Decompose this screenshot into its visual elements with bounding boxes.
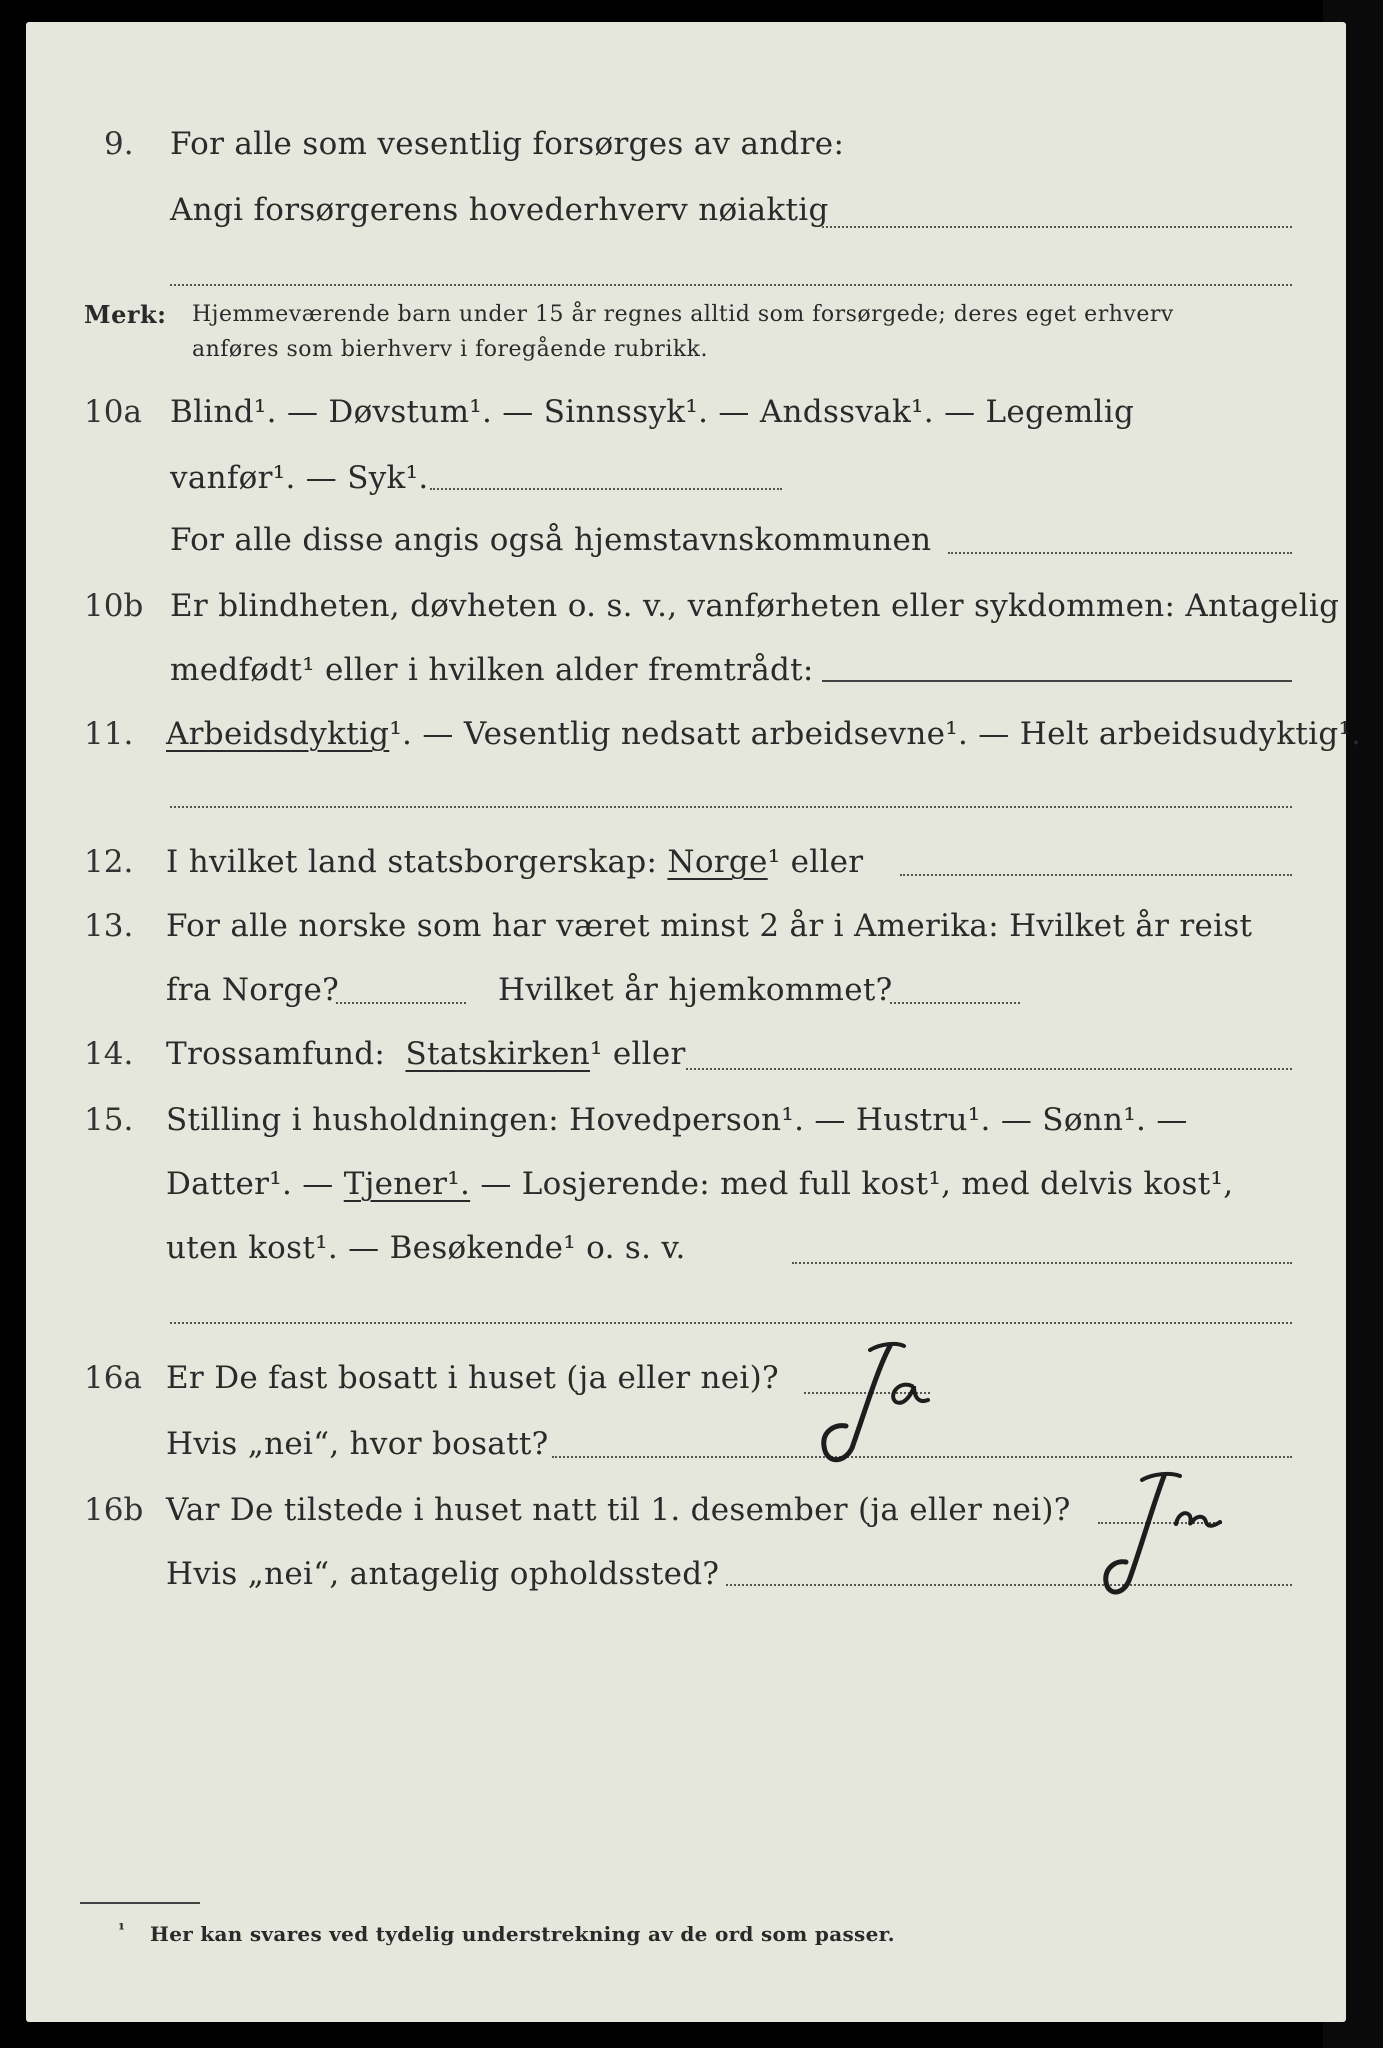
q13-line2b: Hvilket år hjemkommet? [498,972,893,1008]
q10a-number: 10a [84,394,142,430]
q14-answer-line [686,1068,1292,1070]
q16b-handwritten-answer [1070,1466,1230,1606]
merk-label: Merk: [84,300,167,329]
q13-hjemkommet-line [890,1002,1020,1004]
q10a-answer-line [430,488,782,490]
q12-selected-option: Norge [667,844,768,880]
q13-line2a: fra Norge? [166,972,340,1008]
q9-line2: Angi forsørgerens hovederhverv nøiaktig [170,192,829,228]
q11-rest: ¹. — Vesentlig nedsatt arbeidsevne¹. — Helt arbeidsudyktig¹. [389,716,1362,752]
q10a-line1: Blind¹. — Døvstum¹. — Sinnssyk¹. — Andssvak¹. — Legemlig [170,394,1135,430]
q15-answer-line [792,1262,1292,1264]
q12-post: ¹ eller [767,844,864,880]
q10b-line1: Er blindheten, døvheten o. s. v., vanførheten eller sykdommen: Antagelig [170,588,1340,624]
q10a-line3: For alle disse angis også hjemstavnskommunen [170,522,932,558]
q15-answer-line-2 [170,1322,1292,1324]
q11-answer-line [170,806,1292,808]
q16a-handwritten-answer [800,1338,940,1468]
q15-line2a: Datter¹. — [166,1166,334,1202]
q9-answer-line [822,226,1292,228]
q10a-kommune-line [948,552,1292,554]
q16b-line2: Hvis „nei“, antagelig opholdssted? [166,1556,720,1592]
q11-line [166,716,1361,752]
q15-line3: uten kost¹. — Besøkende¹ o. s. v. [166,1230,686,1266]
q14-line [166,1036,686,1072]
q13-line1: For alle norske som har været minst 2 år i Amerika: Hvilket år reist [166,908,1253,944]
q16b-line1: Var De tilstede i huset natt til 1. desember (ja eller nei)? [166,1492,1071,1528]
q16a-line1: Er De fast bosatt i huset (ja eller nei)? [166,1360,779,1396]
merk-line2: anføres som bierhverv i foregående rubrikk. [192,337,709,362]
q15-line1: Stilling i husholdningen: Hovedperson¹. — Hustru¹. — Sønn¹. — [166,1102,1188,1138]
q11-selected-option: Arbeidsdyktig [166,716,390,752]
footnote-rule [80,1902,200,1904]
q15-line2 [166,1166,1233,1202]
q14-number: 14. [84,1036,134,1072]
q12-line [166,844,863,880]
q9-answer-line-2 [170,284,1292,286]
q13-reist-line [336,1002,466,1004]
q16a-number: 16a [84,1360,142,1396]
q13-number: 13. [84,908,134,944]
q15-number: 15. [84,1102,134,1138]
q10a-line2: vanfør¹. — Syk¹. [170,460,429,496]
footnote-text: Her kan svares ved tydelig understrekning av de ord som passer. [150,1922,895,1946]
q11-number: 11. [84,716,134,752]
q12-answer-line [900,874,1292,876]
merk-line1: Hjemmeværende barn under 15 år regnes alltid som forsørgede; deres eget erhverv [192,302,1174,327]
q12-pre: I hvilket land statsborgerskap: [166,844,658,880]
q14-pre: Trossamfund: [166,1036,386,1072]
q12-number: 12. [84,844,134,880]
q10b-line2: medfødt¹ eller i hvilken alder fremtrådt: [170,652,814,688]
q16a-line2: Hvis „nei“, hvor bosatt? [166,1426,549,1462]
q16b-number: 16b [84,1492,144,1528]
q10b-answer-line [822,680,1292,682]
q14-selected-option: Statskirken [405,1036,590,1072]
q9-line1: For alle som vesentlig forsørges av andre: [170,126,845,162]
q15-line2b: — Losjerende: med full kost¹, med delvis kost¹, [480,1166,1234,1202]
footnote-mark: ¹ [118,1920,126,1939]
q10b-number: 10b [84,588,144,624]
q15-selected-option: Tjener¹. [343,1166,471,1202]
q9-number: 9. [104,126,134,162]
q14-post: ¹ eller [589,1036,686,1072]
